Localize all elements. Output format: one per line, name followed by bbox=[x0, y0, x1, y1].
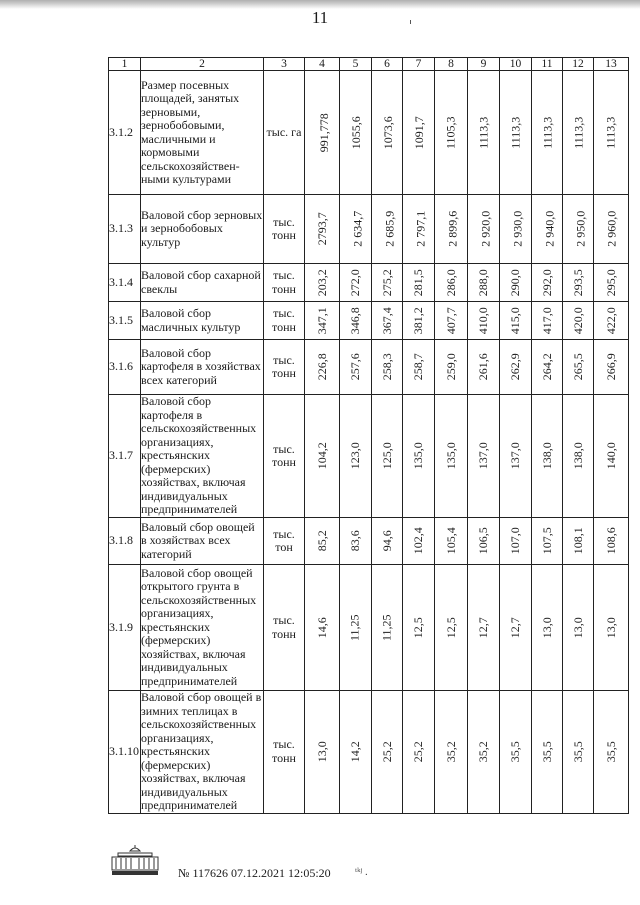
value-text: 1113,3 bbox=[508, 116, 523, 149]
value-text: 292,0 bbox=[539, 269, 554, 296]
row-indicator-name: Валовой сбор зерновых и зернобобовых культур bbox=[141, 195, 264, 264]
value-cell bbox=[563, 691, 594, 814]
value-cell bbox=[468, 71, 500, 195]
header-cell: 12 bbox=[563, 58, 594, 71]
value-cell bbox=[594, 340, 629, 395]
value-text: 991,778 bbox=[316, 113, 331, 152]
value-text: 2793,7 bbox=[314, 212, 329, 246]
value-text: 1113,3 bbox=[476, 116, 491, 149]
row-unit: тыс. тонн bbox=[264, 264, 305, 302]
value-cell bbox=[340, 264, 372, 302]
value-cell bbox=[532, 565, 563, 691]
value-text: 422,0 bbox=[603, 307, 618, 334]
value-text: 138,0 bbox=[539, 442, 554, 470]
value-text: 2 930,0 bbox=[510, 211, 525, 247]
value-text: 13,0 bbox=[539, 617, 554, 638]
value-cell bbox=[340, 691, 372, 814]
value-cell bbox=[500, 518, 532, 565]
value-text: 259,0 bbox=[443, 353, 458, 381]
value-text: 407,7 bbox=[443, 307, 458, 334]
table-body bbox=[109, 58, 629, 814]
value-cell bbox=[372, 395, 403, 518]
value-text: 288,0 bbox=[475, 269, 490, 296]
value-cell bbox=[500, 395, 532, 518]
value-cell bbox=[532, 195, 563, 264]
value-text: 2 797,1 bbox=[413, 211, 428, 247]
value-text: 12,5 bbox=[443, 617, 458, 638]
value-cell bbox=[305, 195, 340, 264]
value-text: 108,6 bbox=[603, 527, 618, 555]
value-cell bbox=[403, 395, 435, 518]
value-text: 105,4 bbox=[443, 527, 458, 555]
value-cell bbox=[435, 302, 468, 340]
row-code: 3.1.9 bbox=[109, 565, 141, 691]
value-cell bbox=[435, 518, 468, 565]
header-cell: 6 bbox=[372, 58, 403, 71]
value-cell bbox=[372, 340, 403, 395]
value-text: 35,2 bbox=[443, 741, 458, 763]
value-cell bbox=[305, 691, 340, 814]
value-text: 226,8 bbox=[314, 353, 329, 381]
value-text: 123,0 bbox=[347, 442, 362, 470]
value-cell bbox=[403, 565, 435, 691]
table-row bbox=[109, 195, 629, 264]
row-code: 3.1.5 bbox=[109, 302, 141, 340]
value-text: 2 960,0 bbox=[604, 211, 619, 247]
value-cell bbox=[305, 302, 340, 340]
value-text: 1105,3 bbox=[443, 116, 458, 149]
value-text: 2 634,7 bbox=[350, 211, 365, 247]
header-cell: 3 bbox=[264, 58, 305, 71]
value-text: 367,4 bbox=[379, 307, 394, 334]
row-unit: тыс. тон bbox=[264, 518, 305, 565]
table-row bbox=[109, 395, 629, 518]
value-text: 2 920,0 bbox=[478, 211, 493, 247]
value-text: 35,5 bbox=[603, 741, 618, 763]
value-text: 13,0 bbox=[570, 617, 585, 638]
value-text: 35,2 bbox=[475, 741, 490, 763]
value-cell bbox=[340, 195, 372, 264]
value-cell bbox=[468, 264, 500, 302]
row-unit: тыс. тонн bbox=[264, 340, 305, 395]
value-cell bbox=[563, 340, 594, 395]
header-cell: 2 bbox=[141, 58, 264, 71]
header-cell: 1 bbox=[109, 58, 141, 71]
value-text: 35,5 bbox=[539, 741, 554, 763]
value-text: 258,7 bbox=[410, 353, 425, 381]
value-cell bbox=[403, 340, 435, 395]
value-text: 415,0 bbox=[507, 307, 522, 334]
value-cell bbox=[372, 302, 403, 340]
header-cell: 10 bbox=[500, 58, 532, 71]
value-text: 290,0 bbox=[507, 269, 522, 296]
value-cell bbox=[563, 71, 594, 195]
handwritten-mark: ᵗᵏʲ . bbox=[355, 866, 368, 878]
table-row bbox=[109, 340, 629, 395]
value-cell bbox=[468, 518, 500, 565]
value-cell bbox=[340, 71, 372, 195]
row-indicator-name: Валовой сбор овощей в зимних теплицах в сельскохозяйственных организациях, крестьянских (фермерских) хозяйствах, включая индивидуальных предпринимателей bbox=[141, 691, 264, 814]
row-unit: тыс. тонн bbox=[264, 195, 305, 264]
value-text: 2 940,0 bbox=[542, 211, 557, 247]
value-text: 1055,6 bbox=[348, 116, 363, 149]
value-cell bbox=[305, 71, 340, 195]
value-text: 35,5 bbox=[507, 741, 522, 763]
value-cell bbox=[403, 71, 435, 195]
value-cell bbox=[500, 302, 532, 340]
data-table bbox=[108, 57, 629, 814]
table-row bbox=[109, 691, 629, 814]
value-cell bbox=[435, 71, 468, 195]
value-text: 11,25 bbox=[347, 614, 362, 641]
value-text: 347,1 bbox=[314, 307, 329, 334]
value-text: 12,7 bbox=[507, 617, 522, 638]
value-cell bbox=[594, 518, 629, 565]
value-text: 13,0 bbox=[603, 617, 618, 638]
value-cell bbox=[305, 395, 340, 518]
row-unit: тыс. тонн bbox=[264, 302, 305, 340]
value-cell bbox=[594, 565, 629, 691]
value-text: 137,0 bbox=[507, 442, 522, 470]
value-text: 83,6 bbox=[347, 530, 362, 552]
value-text: 410,0 bbox=[475, 307, 490, 334]
value-cell bbox=[372, 71, 403, 195]
value-cell bbox=[435, 565, 468, 691]
value-text: 420,0 bbox=[570, 307, 585, 334]
row-unit: тыс. тонн bbox=[264, 395, 305, 518]
value-cell bbox=[468, 195, 500, 264]
value-text: 135,0 bbox=[443, 442, 458, 470]
header-cell: 8 bbox=[435, 58, 468, 71]
value-text: 293,5 bbox=[570, 269, 585, 296]
row-code: 3.1.6 bbox=[109, 340, 141, 395]
building-logo bbox=[110, 845, 160, 877]
value-text: 262,9 bbox=[507, 353, 522, 381]
value-text: 2 899,6 bbox=[445, 211, 460, 247]
value-cell bbox=[468, 691, 500, 814]
value-text: 417,0 bbox=[539, 307, 554, 334]
value-cell bbox=[500, 264, 532, 302]
value-text: 1091,7 bbox=[411, 116, 426, 149]
value-text: 1113,3 bbox=[603, 116, 618, 149]
value-cell bbox=[305, 518, 340, 565]
value-cell bbox=[500, 71, 532, 195]
value-text: 1113,3 bbox=[571, 116, 586, 149]
value-cell bbox=[403, 518, 435, 565]
value-cell bbox=[532, 302, 563, 340]
value-text: 14,6 bbox=[314, 617, 329, 638]
value-cell bbox=[563, 518, 594, 565]
value-cell bbox=[435, 395, 468, 518]
value-cell bbox=[305, 340, 340, 395]
value-cell bbox=[372, 691, 403, 814]
header-cell: 5 bbox=[340, 58, 372, 71]
value-text: 1073,6 bbox=[380, 116, 395, 149]
value-text: 346,8 bbox=[347, 307, 362, 334]
value-text: 106,5 bbox=[475, 527, 490, 555]
value-cell bbox=[500, 565, 532, 691]
value-cell bbox=[563, 264, 594, 302]
row-indicator-name: Размер посевных площадей, занятых зерновыми, зернобобовыми, масличными и кормовыми сельскохозяйствен-ными культурами bbox=[141, 71, 264, 195]
value-text: 104,2 bbox=[314, 442, 329, 470]
value-cell bbox=[340, 395, 372, 518]
value-cell bbox=[305, 565, 340, 691]
value-cell bbox=[403, 302, 435, 340]
row-indicator-name: Валовой сбор картофеля в сельскохозяйственных организациях, крестьянских (фермерских) хозяйствах, включая индивидуальных предпринимателей bbox=[141, 395, 264, 518]
value-cell bbox=[532, 71, 563, 195]
value-cell bbox=[500, 340, 532, 395]
document-registration-number: № 117626 07.12.2021 12:05:20 bbox=[178, 866, 331, 880]
value-text: 257,6 bbox=[347, 353, 362, 381]
value-text: 135,0 bbox=[410, 442, 425, 470]
row-indicator-name: Валовой сбор сахарной свеклы bbox=[141, 264, 264, 302]
value-text: 102,4 bbox=[410, 527, 425, 555]
row-indicator-name: Валовой сбор масличных культур bbox=[141, 302, 264, 340]
value-cell bbox=[468, 302, 500, 340]
value-cell bbox=[468, 395, 500, 518]
value-cell bbox=[500, 195, 532, 264]
row-indicator-name: Валовой сбор картофеля в хозяйствах всех категорий bbox=[141, 340, 264, 395]
value-cell bbox=[468, 565, 500, 691]
value-text: 2 950,0 bbox=[573, 211, 588, 247]
table-row bbox=[109, 302, 629, 340]
table-row bbox=[109, 71, 629, 195]
header-cell: 11 bbox=[532, 58, 563, 71]
scan-mark bbox=[410, 20, 411, 24]
value-cell bbox=[435, 340, 468, 395]
value-cell bbox=[500, 691, 532, 814]
value-cell bbox=[532, 691, 563, 814]
value-text: 108,1 bbox=[570, 527, 585, 555]
value-cell bbox=[532, 518, 563, 565]
row-unit: тыс. га bbox=[264, 71, 305, 195]
value-text: 25,2 bbox=[379, 741, 394, 763]
value-text: 265,5 bbox=[570, 353, 585, 381]
value-cell bbox=[532, 264, 563, 302]
value-cell bbox=[340, 518, 372, 565]
value-text: 14,2 bbox=[347, 741, 362, 763]
value-text: 11,25 bbox=[379, 614, 394, 641]
header-cell: 7 bbox=[403, 58, 435, 71]
value-text: 94,6 bbox=[379, 530, 394, 552]
row-unit: тыс. тонн bbox=[264, 565, 305, 691]
value-text: 258,3 bbox=[379, 353, 394, 381]
value-text: 281,5 bbox=[410, 269, 425, 296]
header-row bbox=[109, 58, 629, 71]
value-cell bbox=[435, 195, 468, 264]
value-cell bbox=[340, 565, 372, 691]
value-cell bbox=[594, 71, 629, 195]
row-code: 3.1.7 bbox=[109, 395, 141, 518]
value-cell bbox=[340, 302, 372, 340]
value-cell bbox=[372, 195, 403, 264]
value-text: 272,0 bbox=[347, 269, 362, 296]
header-cell: 9 bbox=[468, 58, 500, 71]
value-text: 1113,3 bbox=[540, 116, 555, 149]
value-cell bbox=[403, 264, 435, 302]
value-cell bbox=[340, 340, 372, 395]
value-cell bbox=[563, 195, 594, 264]
value-cell bbox=[594, 264, 629, 302]
value-text: 35,5 bbox=[570, 741, 585, 763]
value-text: 203,2 bbox=[314, 269, 329, 296]
value-cell bbox=[594, 691, 629, 814]
table-row bbox=[109, 518, 629, 565]
value-cell bbox=[372, 565, 403, 691]
row-indicator-name: Валовый сбор овощей в хозяйствах всех категорий bbox=[141, 518, 264, 565]
value-text: 261,6 bbox=[475, 353, 490, 381]
value-text: 85,2 bbox=[314, 530, 329, 552]
value-text: 137,0 bbox=[475, 442, 490, 470]
value-text: 107,5 bbox=[539, 527, 554, 555]
value-cell bbox=[563, 302, 594, 340]
row-code: 3.1.2 bbox=[109, 71, 141, 195]
row-code: 3.1.4 bbox=[109, 264, 141, 302]
value-text: 125,0 bbox=[379, 442, 394, 470]
value-cell bbox=[372, 518, 403, 565]
value-text: 25,2 bbox=[410, 741, 425, 763]
value-cell bbox=[563, 565, 594, 691]
table-row bbox=[109, 565, 629, 691]
page-number: 11 bbox=[311, 8, 329, 27]
value-text: 138,0 bbox=[570, 442, 585, 470]
value-cell bbox=[372, 264, 403, 302]
value-text: 2 685,9 bbox=[382, 211, 397, 247]
value-cell bbox=[435, 691, 468, 814]
value-text: 107,0 bbox=[507, 527, 522, 555]
header-cell: 4 bbox=[305, 58, 340, 71]
value-cell bbox=[468, 340, 500, 395]
value-cell bbox=[532, 395, 563, 518]
value-text: 275,2 bbox=[379, 269, 394, 296]
value-text: 140,0 bbox=[603, 442, 618, 470]
value-text: 266,9 bbox=[603, 353, 618, 381]
value-text: 13,0 bbox=[314, 741, 329, 763]
value-text: 381,2 bbox=[410, 307, 425, 334]
value-cell bbox=[403, 691, 435, 814]
value-cell bbox=[594, 395, 629, 518]
value-text: 295,0 bbox=[603, 269, 618, 296]
value-cell bbox=[435, 264, 468, 302]
value-text: 12,5 bbox=[410, 617, 425, 638]
row-unit: тыс. тонн bbox=[264, 691, 305, 814]
value-cell bbox=[594, 195, 629, 264]
row-code: 3.1.3 bbox=[109, 195, 141, 264]
row-code: 3.1.8 bbox=[109, 518, 141, 565]
value-cell bbox=[403, 195, 435, 264]
table-row bbox=[109, 264, 629, 302]
value-cell bbox=[563, 395, 594, 518]
value-text: 12,7 bbox=[475, 617, 490, 638]
value-cell bbox=[305, 264, 340, 302]
header-cell: 13 bbox=[594, 58, 629, 71]
value-text: 286,0 bbox=[443, 269, 458, 296]
value-cell bbox=[532, 340, 563, 395]
row-code: 3.1.10 bbox=[109, 691, 141, 814]
row-indicator-name: Валовой сбор овощей открытого грунта в сельскохозяйственных организациях, крестьянских (фермерских) хозяйствах, включая индивидуальных предпринимателей bbox=[141, 565, 264, 691]
value-text: 264,2 bbox=[539, 353, 554, 381]
value-cell bbox=[594, 302, 629, 340]
